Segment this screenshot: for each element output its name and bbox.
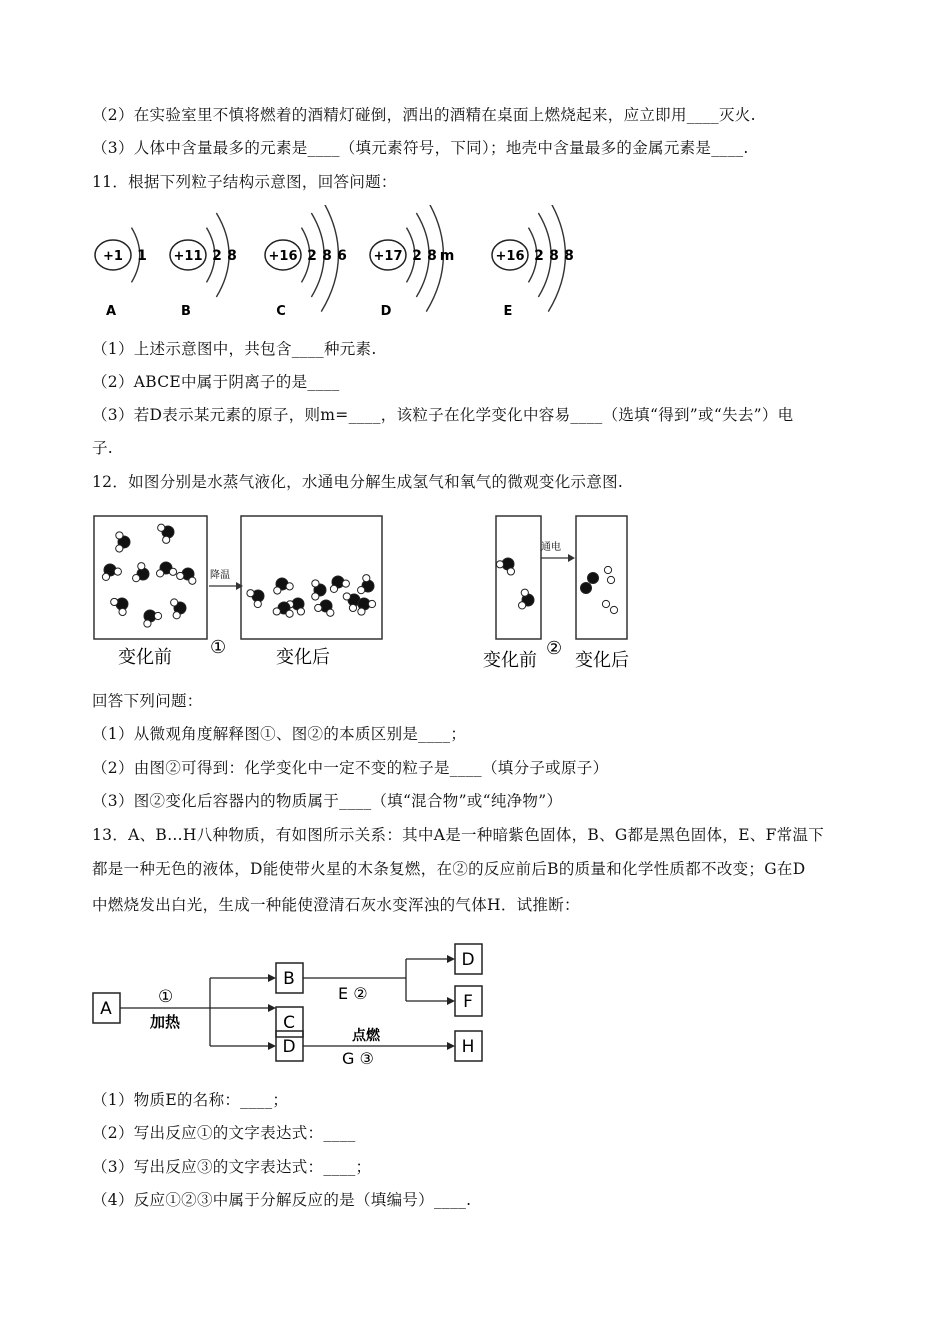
container-before-2 — [496, 516, 541, 639]
box-B-label: B — [283, 969, 295, 989]
hydrogen-atom — [189, 577, 196, 584]
arrow2-label: 通电 — [541, 542, 561, 553]
electron-count: 8 — [564, 248, 574, 264]
box-C-label: C — [283, 1013, 295, 1033]
hydrogen-atom — [343, 593, 350, 600]
hydrogen-atom — [286, 610, 293, 617]
reaction-flow-figure — [88, 930, 498, 1070]
oxygen-atom — [588, 573, 599, 584]
q10-part3: （3）人体中含量最多的元素是____（填元素符号，下同）；地壳中含量最多的金属元素是____. — [92, 139, 749, 157]
hydrogen-atom — [358, 587, 365, 594]
container-after-1 — [241, 516, 382, 639]
hydrogen-atom — [273, 608, 280, 615]
hydrogen-atom — [604, 566, 611, 573]
hydrogen-atom — [312, 580, 319, 587]
hydrogen-atom — [169, 568, 176, 575]
atom-label: E — [503, 304, 513, 319]
hydrogen-atom — [119, 608, 126, 615]
hydrogen-atom — [327, 609, 334, 616]
box-D2-label: D — [461, 950, 475, 970]
electron-count: 8 — [427, 248, 437, 264]
hydrogen-atom — [247, 590, 254, 597]
hydrogen-atom — [607, 576, 614, 583]
arrow1-label: 降温 — [210, 570, 230, 581]
hydrogen-atom — [144, 620, 151, 627]
label-before-1: 变化前 — [118, 647, 172, 668]
reaction1-number: ① — [158, 987, 174, 1007]
hydrogen-atom — [507, 568, 514, 575]
reaction2-label: E ② — [338, 984, 368, 1003]
q12-stem: 12．如图分别是水蒸气液化，水通电分解生成氢气和氧气的微观变化示意图. — [92, 473, 624, 491]
reaction1-condition: 加热 — [150, 1013, 181, 1031]
hydrogen-atom — [315, 604, 322, 611]
hydrogen-atom — [610, 606, 617, 613]
box-H-label: H — [461, 1037, 475, 1057]
q13-part2: （2）写出反应①的文字表达式：____ — [92, 1124, 356, 1142]
hydrogen-atom — [138, 563, 145, 570]
label-num-2: ② — [546, 638, 563, 659]
nucleus-charge: +17 — [373, 249, 403, 264]
q13-part4: （4）反应①②③中属于分解反应的是（填编号）____. — [92, 1191, 472, 1209]
hydrogen-atom — [173, 612, 180, 619]
electron-count: 2 — [412, 248, 422, 264]
atom-structure-figure — [88, 205, 598, 325]
atom-B — [170, 213, 237, 319]
hydrogen-atom — [312, 593, 319, 600]
box-F-label: F — [463, 992, 473, 1012]
q12-answer-intro: 回答下列问题： — [92, 692, 203, 710]
atom-C — [265, 205, 347, 319]
hydrogen-atom — [158, 524, 165, 531]
hydrogen-atom — [116, 545, 123, 552]
electron-count: 1 — [137, 248, 147, 264]
hydrogen-atom — [330, 585, 337, 592]
atom-D — [370, 205, 454, 319]
q13-part1: （1）物质E的名称：____； — [92, 1091, 289, 1109]
nucleus-charge: +11 — [173, 249, 203, 264]
oxygen-atom — [581, 583, 592, 594]
q12-part2: （2）由图②可得到：化学变化中一定不变的粒子是____（填分子或原子） — [92, 759, 609, 777]
atom-A — [95, 228, 147, 319]
q13-stem-1: 13．A、B…H八种物质，有如图所示关系：其中A是一种暗紫色固体，B、G都是黑色固体，E、F常温下 — [92, 826, 825, 844]
reaction3-label: G ③ — [342, 1049, 374, 1068]
electron-count: 6 — [337, 248, 347, 264]
atom-label: B — [181, 304, 191, 319]
electron-count: 2 — [534, 248, 544, 264]
q11-stem: 11．根据下列粒子结构示意图，回答问题： — [92, 173, 397, 191]
hydrogen-atom — [133, 575, 140, 582]
atom-E — [492, 205, 574, 319]
q11-part3-cont: 子. — [92, 439, 114, 457]
hydrogen-atom — [368, 600, 375, 607]
water-change-figure — [88, 508, 648, 673]
hydrogen-atom — [363, 575, 370, 582]
atom-label: A — [105, 304, 117, 319]
q13-part3: （3）写出反应③的文字表达式：____； — [92, 1158, 372, 1176]
hydrogen-atom — [521, 589, 528, 596]
hydrogen-atom — [297, 608, 304, 615]
electron-count: 2 — [307, 248, 317, 264]
reaction3-condition: 点燃 — [352, 1028, 380, 1044]
hydrogen-atom — [519, 602, 526, 609]
hydrogen-atom — [157, 570, 164, 577]
hydrogen-atom — [274, 587, 281, 594]
container-after-2 — [576, 516, 627, 639]
hydrogen-atom — [111, 598, 118, 605]
hydrogen-atom — [342, 580, 349, 587]
electron-count: 8 — [322, 248, 332, 264]
hydrogen-atom — [177, 572, 184, 579]
electron-count: 8 — [227, 248, 237, 264]
box-D1-label: D — [282, 1037, 296, 1057]
hydrogen-atom — [171, 599, 178, 606]
hydrogen-atom — [114, 568, 121, 575]
atom-label: C — [276, 304, 286, 319]
electron-count: m — [439, 248, 455, 264]
hydrogen-atom — [358, 608, 365, 615]
q11-part2: （2）ABCE中属于阴离子的是____ — [92, 373, 340, 391]
nucleus-charge: +16 — [268, 249, 298, 264]
hydrogen-atom — [254, 600, 261, 607]
q11-part1: （1）上述示意图中，共包含____种元素. — [92, 340, 377, 358]
hydrogen-atom — [102, 573, 109, 580]
hydrogen-atom — [349, 604, 356, 611]
label-before-2: 变化前 — [483, 650, 537, 671]
label-after-1: 变化后 — [276, 647, 330, 668]
hydrogen-atom — [116, 532, 123, 539]
nucleus-charge: +16 — [495, 249, 525, 264]
electron-count: 8 — [549, 248, 559, 264]
atom-label: D — [380, 304, 392, 319]
q13-stem-2: 都是一种无色的液体，D能使带火星的木条复燃，在②的反应前后B的质量和化学性质都不改变；G在D — [92, 860, 806, 878]
electron-count: 2 — [212, 248, 222, 264]
q13-stem-3: 中燃烧发出白光，生成一种能使澄清石灰水变浑浊的气体H．试推断： — [92, 896, 580, 914]
hydrogen-atom — [154, 612, 161, 619]
q12-part1: （1）从微观角度解释图①、图②的本质区别是____； — [92, 725, 467, 743]
hydrogen-atom — [602, 600, 609, 607]
nucleus-charge: +1 — [103, 249, 123, 264]
label-after-2: 变化后 — [575, 650, 629, 671]
q12-part3: （3）图②变化后容器内的物质属于____（填“混合物”或“纯净物”） — [92, 792, 563, 810]
label-num-1: ① — [210, 637, 227, 658]
q10-part2: （2）在实验室里不慎将燃着的酒精灯碰倒，洒出的酒精在桌面上燃烧起来，应立即用____灭火. — [92, 106, 756, 124]
hydrogen-atom — [496, 561, 503, 568]
box-A-label: A — [100, 999, 112, 1019]
hydrogen-atom — [163, 536, 170, 543]
hydrogen-atom — [286, 583, 293, 590]
q11-part3: （3）若D表示某元素的原子，则m=____，该粒子在化学变化中容易____（选填“得到”或“失去”）电 — [92, 406, 794, 424]
